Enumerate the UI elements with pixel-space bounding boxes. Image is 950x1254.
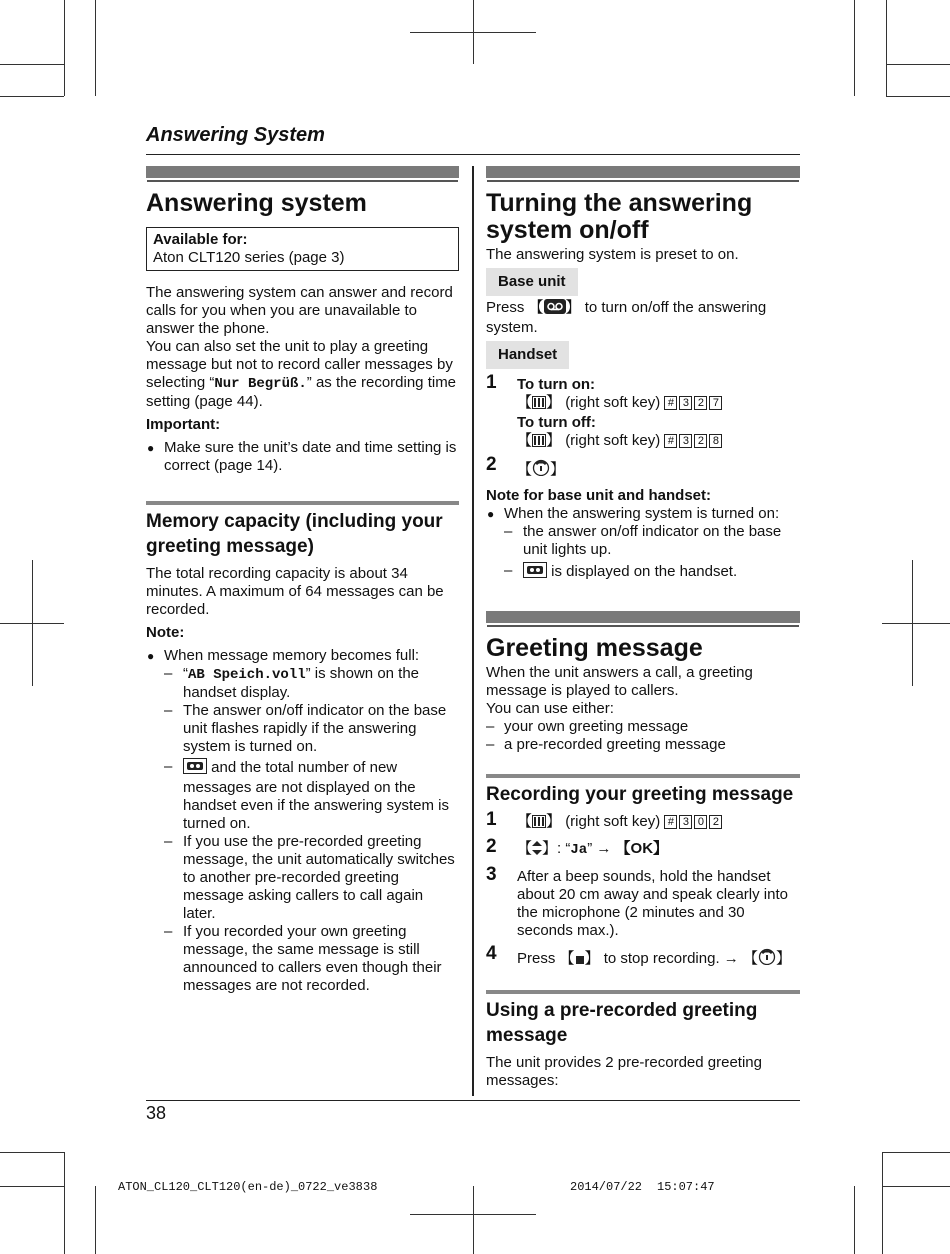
answering-machine-icon	[183, 758, 207, 779]
rec-step-4: 4 Press 【 】 to stop recording. → 【 】	[486, 947, 800, 970]
intro-text-b: ” as the recording time setting (page 44).	[146, 374, 457, 410]
off-hook-icon	[532, 458, 550, 481]
answering-machine-icon	[544, 299, 566, 319]
crop-mark	[886, 64, 950, 65]
left-column	[146, 166, 459, 995]
key-0: 0	[694, 815, 707, 829]
crop-mark	[886, 96, 950, 97]
section-title-recording-greeting: Recording your greeting message	[486, 784, 794, 805]
preset-text: The answering system is preset to on.	[486, 246, 739, 263]
note-base-label: Note for base unit and handset:	[486, 487, 712, 504]
display-text-ja: Ja	[570, 842, 588, 858]
page-number: 38	[146, 1103, 167, 1123]
crop-mark	[882, 623, 950, 624]
note-dash-1	[146, 665, 459, 702]
crop-mark	[410, 1214, 536, 1215]
crop-mark	[64, 0, 65, 96]
key-2: 2	[694, 396, 707, 410]
section-bar	[486, 774, 800, 778]
note-dash-3-text: and the total number of new messages are not displayed on the handset even if the answering system is turned on.	[183, 759, 449, 832]
intro-paragraph-2	[146, 338, 459, 411]
running-title: Answering System	[146, 124, 325, 146]
turn-off-label: To turn off:	[517, 414, 596, 431]
section-bar	[486, 990, 800, 994]
crop-mark	[473, 1186, 474, 1254]
step-number: 3	[486, 864, 497, 885]
note-dash-1-rest: ” is shown on the handset display.	[183, 665, 420, 701]
off-hook-key: 【 】	[517, 461, 565, 478]
menu-grid-icon	[532, 434, 546, 452]
step-number: 2	[486, 454, 497, 475]
right-soft-key-text: (right soft key)	[565, 813, 661, 830]
section-bar	[486, 611, 800, 625]
display-text-ab-speich-voll: AB Speich.voll	[188, 667, 306, 683]
rec-step-2-b: ” →	[587, 840, 616, 857]
right-soft-key-text: (right soft key)	[565, 432, 661, 449]
note-base-dash-2	[486, 562, 800, 583]
step-number: 4	[486, 943, 497, 964]
greeting-text: When the unit answers a call, a greeting message is played to callers.	[486, 664, 753, 699]
rec-step-2: 2 【 】: “Ja” → 【OK】	[486, 836, 669, 858]
greeting-option-1: – your own greeting message	[486, 718, 800, 736]
note-dash-5: – If you recorded your own greeting message, the same message is still announced to callers even though their messages are not recorded.	[146, 923, 459, 995]
menu-grid-icon	[532, 815, 546, 833]
key-hash: #	[664, 396, 677, 410]
crop-mark	[882, 1186, 950, 1187]
step-number: 2	[486, 836, 497, 857]
crop-mark	[95, 1186, 96, 1254]
ok-key: 【OK】	[615, 840, 669, 857]
key-3: 3	[679, 815, 692, 829]
base-press-b: to turn on/off the answering system.	[486, 299, 767, 336]
key-8: 8	[709, 434, 722, 448]
turn-off-keys-row: 【 】 (right soft key) # 3 2 8	[517, 432, 800, 452]
key-hash: #	[664, 434, 677, 448]
section-bar	[146, 166, 459, 180]
key-3: 3	[679, 434, 692, 448]
important-bullet: ● Make sure the unit’s date and time setting is correct (page 14).	[146, 439, 459, 475]
section-title-answering-system: Answering system	[146, 189, 367, 217]
footer-rule	[146, 1100, 800, 1101]
answer-key-bracket: 【 】	[529, 299, 581, 316]
section-title-greeting-message: Greeting message	[486, 634, 703, 662]
note-base-dash-1: – the answer on/off indicator on the base unit lights up.	[486, 523, 800, 559]
rec-step-4-a: Press	[517, 950, 560, 967]
memory-text: The total recording capacity is about 34 minutes. A maximum of 64 messages can be recorded.	[146, 565, 444, 618]
crop-mark	[854, 1186, 855, 1254]
prerec-text: The unit provides 2 pre-recorded greeting messages:	[486, 1054, 762, 1089]
crop-mark	[0, 623, 64, 624]
important-label: Important:	[146, 416, 221, 433]
crop-mark	[854, 0, 855, 96]
crop-mark	[64, 1152, 65, 1254]
section-title-turning-on-off: Turning the answering system on/off	[486, 189, 753, 244]
turn-on-keys-row: 【 】 (right soft key) # 3 2 7	[517, 394, 800, 414]
step-number: 1	[486, 372, 497, 393]
header-rule	[146, 154, 800, 155]
slug-date: 2014/07/22	[570, 1180, 643, 1194]
note-dash-4: – If you use the pre-recorded greeting message, the unit automatically switches to another pre-recorded greeting message asking callers to call again later.	[146, 833, 459, 923]
key-3: 3	[679, 396, 692, 410]
navigator-icon	[532, 841, 542, 860]
rec-step-2-a: : “	[557, 840, 571, 857]
note-dash-2: – The answer on/off indicator on the base unit flashes rapidly if the answering system is turned on.	[146, 702, 459, 756]
intro-paragraph-1: The answering system can answer and record calls for you when you are unavailable to answer the phone.	[146, 284, 453, 337]
crop-mark	[0, 1152, 64, 1153]
base-unit-tag: Base unit	[486, 268, 578, 296]
handset-step-2	[486, 454, 800, 481]
crop-mark	[0, 1186, 64, 1187]
base-press-text	[486, 299, 800, 337]
rec-step-3	[486, 864, 800, 940]
rec-step-3-text: After a beep sounds, hold the handset about 20 cm away and speak clearly into the microphone (2 minutes and 30 seconds max.).	[517, 868, 788, 939]
crop-mark	[410, 32, 536, 33]
note-dash-3	[146, 758, 459, 833]
greeting-either: You can use either:	[486, 700, 614, 717]
crop-mark	[95, 0, 96, 96]
available-value: Aton CLT120 series (page 3)	[153, 249, 345, 266]
display-text-nur-begruss: Nur Begrüß.	[214, 376, 307, 392]
key-7: 7	[709, 396, 722, 410]
note-base-dash-2-text: is displayed on the handset.	[547, 563, 738, 580]
note-bullet: ● When message memory becomes full:	[146, 647, 459, 665]
key-hash: #	[664, 815, 677, 829]
right-column	[486, 166, 800, 1090]
menu-grid-icon	[532, 396, 546, 414]
note-label: Note:	[146, 624, 185, 641]
note-base-bullet: ● When the answering system is turned on:	[486, 505, 800, 523]
key-2: 2	[709, 815, 722, 829]
crop-mark	[882, 1152, 883, 1254]
handset-step-1	[486, 372, 800, 452]
section-title-memory-capacity: Memory capacity (including your greeting message)	[146, 511, 443, 557]
slug-file: ATON_CL120_CLT120(en-de)_0722_ve38	[118, 1180, 363, 1194]
slug-time: 15:07:47	[657, 1180, 715, 1194]
crop-mark	[0, 64, 64, 65]
availability-box	[146, 227, 459, 271]
crop-mark	[882, 1152, 950, 1153]
note-dash-1-open: “	[183, 665, 188, 682]
column-divider	[472, 166, 474, 1096]
section-bar	[486, 166, 800, 180]
section-bar	[146, 501, 459, 505]
crop-mark	[0, 96, 64, 97]
step-number: 1	[486, 809, 497, 830]
section-title-pre-recorded: Using a pre-recorded greeting message	[486, 1000, 758, 1046]
rec-step-4-b: to stop recording. →	[599, 950, 743, 967]
answering-machine-icon	[523, 562, 547, 583]
intro-text-a: You can also set the unit to play a greeting message but not to record caller messages by selecting “	[146, 338, 453, 391]
key-2: 2	[694, 434, 707, 448]
off-hook-icon	[758, 947, 776, 970]
handset-tag: Handset	[486, 341, 569, 369]
slug-page: 38	[363, 1180, 378, 1194]
base-press-a: Press	[486, 299, 529, 316]
stop-icon	[575, 952, 585, 970]
right-soft-key-text: (right soft key)	[565, 394, 661, 411]
rec-step-1: 1 【 】 (right soft key) # 3 0 2	[486, 813, 800, 833]
available-label: Available for:	[153, 231, 248, 248]
crop-mark	[886, 0, 887, 96]
greeting-option-2: – a pre-recorded greeting message	[486, 736, 800, 754]
turn-on-label: To turn on:	[517, 376, 596, 393]
